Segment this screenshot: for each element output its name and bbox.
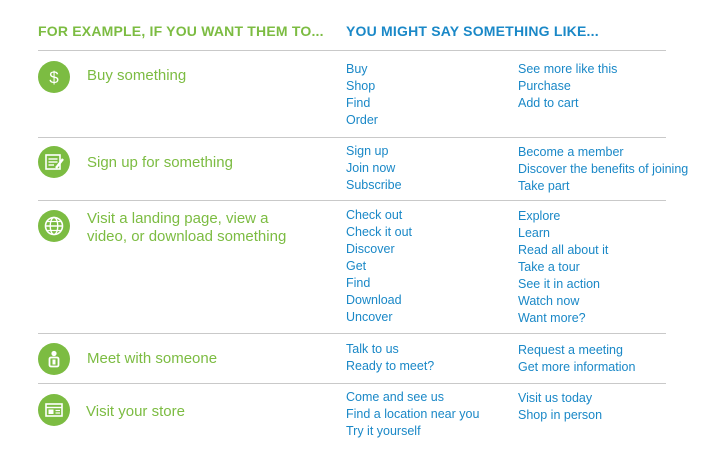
table-row-meet [0,334,704,383]
phrase: Take part [518,179,570,193]
phrase-list-secondary [518,61,617,112]
phrase: Want more? [518,311,586,325]
phrase: See more like this [518,62,618,76]
phrase: Join now [346,161,396,175]
goal-label: Visit your store [86,403,185,420]
phrase: Check out [346,208,403,222]
phrase-list-secondary [518,390,602,424]
storefront-icon [38,394,70,426]
phrase: Sign up [346,144,389,158]
phrase-list-primary [346,143,402,194]
phrase: Get [346,259,367,273]
goal-label: Buy something [87,67,187,84]
phrase: Watch now [518,294,580,308]
goal-label: Sign up for something [87,154,233,171]
goal-label: Visit a landing page, view a video, or download something [87,210,287,245]
header-right: YOU MIGHT SAY SOMETHING LIKE... [346,23,599,39]
phrase: Ready to meet? [346,359,435,373]
phrase: Discover [346,242,395,256]
phrase: Request a meeting [518,343,623,357]
phrase: Discover the benefits of joining [518,162,689,176]
phrase: Add to cart [518,96,579,110]
person-icon [38,343,70,375]
table-row-landing-page [0,201,704,333]
svg-text:$: $ [49,68,59,87]
phrase: Read all about it [518,243,609,257]
phrase: Find [346,276,371,290]
phrase: Find [346,96,371,110]
goal-label: Meet with someone [87,350,218,367]
phrase: See it in action [518,277,600,291]
form-pencil-icon [38,146,70,178]
phrase: Buy [346,62,368,76]
phrase: Uncover [346,310,393,324]
phrase-list-primary [346,389,479,440]
table-row-buy [0,51,704,137]
phrase: Visit us today [518,391,593,405]
dollar-icon [38,61,70,93]
phrase: Subscribe [346,178,402,192]
phrase: Learn [518,226,550,240]
phrase: Talk to us [346,342,399,356]
header-left: FOR EXAMPLE, IF YOU WANT THEM TO... [38,23,324,39]
phrase: Find a location near you [346,407,480,421]
phrase: Try it yourself [346,424,421,438]
phrase: Come and see us [346,390,444,404]
phrase: Order [346,113,378,127]
phrase-list-primary [346,61,378,129]
globe-icon [38,210,70,242]
phrase-list-secondary [518,208,608,327]
phrase: Shop in person [518,408,603,422]
phrase: Purchase [518,79,571,93]
phrase-list-secondary [518,144,688,195]
phrase-list-primary [346,207,412,326]
phrase-list-primary [346,341,434,375]
phrase: Check it out [346,225,413,239]
phrase-list-secondary [518,342,635,376]
phrase: Explore [518,209,561,223]
phrase: Take a tour [518,260,580,274]
phrase: Get more information [518,360,636,374]
table-row-store [0,384,704,448]
phrase: Download [346,293,402,307]
table-row-sign-up [0,138,704,200]
phrase: Become a member [518,145,624,159]
phrase: Shop [346,79,376,93]
